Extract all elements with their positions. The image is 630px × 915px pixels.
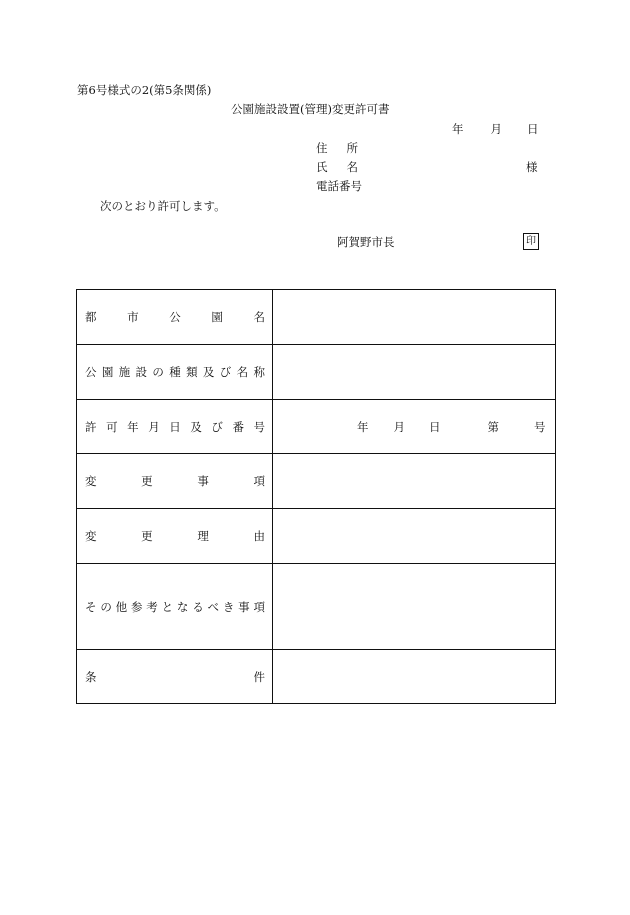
date-year: 年 <box>452 122 464 136</box>
permit-form-table <box>76 289 556 704</box>
label-char: 事 <box>197 474 209 488</box>
row-label-cell <box>77 509 273 564</box>
row-label-cell <box>77 454 273 509</box>
label-char: る <box>192 599 204 614</box>
honorific: 様 <box>526 160 538 174</box>
row-label-cell <box>77 650 273 704</box>
table-row <box>77 564 556 650</box>
label-char: な <box>176 599 189 614</box>
address-label: 住所 <box>316 141 377 155</box>
label-char: 月 <box>148 419 160 434</box>
label-char: 更 <box>141 529 153 543</box>
permit-statement: 次のとおり許可します。 <box>100 199 226 213</box>
issue-date <box>452 124 539 136</box>
label-char: 名 <box>236 365 249 379</box>
label-char: 及 <box>190 419 202 434</box>
label-char: 公 <box>169 310 181 324</box>
date-day: 日 <box>527 122 539 136</box>
label-char: 変 <box>85 529 97 543</box>
label-char: 条 <box>85 669 97 684</box>
label-char: 種 <box>169 365 181 379</box>
document-title: 公園施設設置(管理)変更許可書 <box>231 102 390 116</box>
label-char: 更 <box>141 474 153 488</box>
label-char: 許 <box>85 419 97 434</box>
table-row <box>77 509 556 564</box>
label-char: 考 <box>146 599 158 614</box>
label-char: 類 <box>186 365 198 379</box>
name-label: 氏名 <box>316 160 377 174</box>
label-char: き <box>222 599 235 614</box>
permit-day: 日 <box>429 419 441 434</box>
permit-year: 年 <box>357 419 369 434</box>
phone-label: 電話番号 <box>316 179 362 193</box>
permit-date-number <box>273 419 555 435</box>
row-label-cell <box>77 400 273 454</box>
label-char: 及 <box>202 365 215 379</box>
label-char: 設 <box>135 365 148 379</box>
label-char: 園 <box>211 310 223 324</box>
label-char: 参 <box>130 599 143 614</box>
label-char: 都 <box>85 310 97 324</box>
label-char: の <box>100 599 112 614</box>
label-char: 年 <box>127 419 139 434</box>
row-label <box>77 528 272 544</box>
label-char: 他 <box>115 599 128 614</box>
label-char: 項 <box>253 599 265 614</box>
label-char: べ <box>207 599 219 614</box>
row-label <box>77 309 272 325</box>
row-label <box>77 599 272 615</box>
label-char: 公 <box>85 365 97 379</box>
permit-date-number-field[interactable] <box>273 400 556 454</box>
permit-no-suffix: 号 <box>534 419 546 434</box>
label-char: 理 <box>197 529 209 543</box>
label-char: 変 <box>85 474 97 488</box>
entry-field[interactable] <box>273 454 556 509</box>
label-char: 可 <box>106 419 118 434</box>
row-label <box>77 669 272 685</box>
entry-field[interactable] <box>273 564 556 650</box>
table-row <box>77 454 556 509</box>
label-char: 称 <box>253 365 265 379</box>
table-row <box>77 650 556 704</box>
label-char: と <box>161 599 174 614</box>
entry-field[interactable] <box>273 290 556 345</box>
row-label <box>77 419 272 435</box>
label-char: 名 <box>253 310 265 324</box>
row-label-cell <box>77 345 273 400</box>
table-row <box>77 290 556 345</box>
label-char: び <box>219 365 232 379</box>
row-label <box>77 364 272 380</box>
issuer-name: 阿賀野市長 <box>337 235 395 249</box>
label-char: 番 <box>232 419 244 434</box>
seal-mark: 印 <box>523 233 539 250</box>
label-char: 市 <box>127 310 139 324</box>
label-char: の <box>152 365 164 379</box>
table-row <box>77 345 556 400</box>
label-char: 項 <box>253 474 265 488</box>
table-row <box>77 400 556 454</box>
label-char: 園 <box>101 365 114 379</box>
entry-field[interactable] <box>273 509 556 564</box>
label-char: 件 <box>253 669 265 684</box>
date-month: 月 <box>490 122 502 136</box>
label-char: び <box>211 419 223 434</box>
label-char: 日 <box>169 419 181 434</box>
entry-field[interactable] <box>273 650 556 704</box>
row-label-cell <box>77 564 273 650</box>
form-number: 第6号様式の2(第5条関係) <box>77 83 212 97</box>
row-label <box>77 473 272 489</box>
label-char: 事 <box>238 599 250 614</box>
row-label-cell <box>77 290 273 345</box>
label-char: 由 <box>253 529 265 543</box>
label-char: そ <box>85 599 97 614</box>
permit-no-prefix: 第 <box>487 419 499 434</box>
label-char: 号 <box>253 419 265 434</box>
label-char: 施 <box>118 365 131 379</box>
entry-field[interactable] <box>273 345 556 400</box>
permit-month: 月 <box>393 419 405 434</box>
